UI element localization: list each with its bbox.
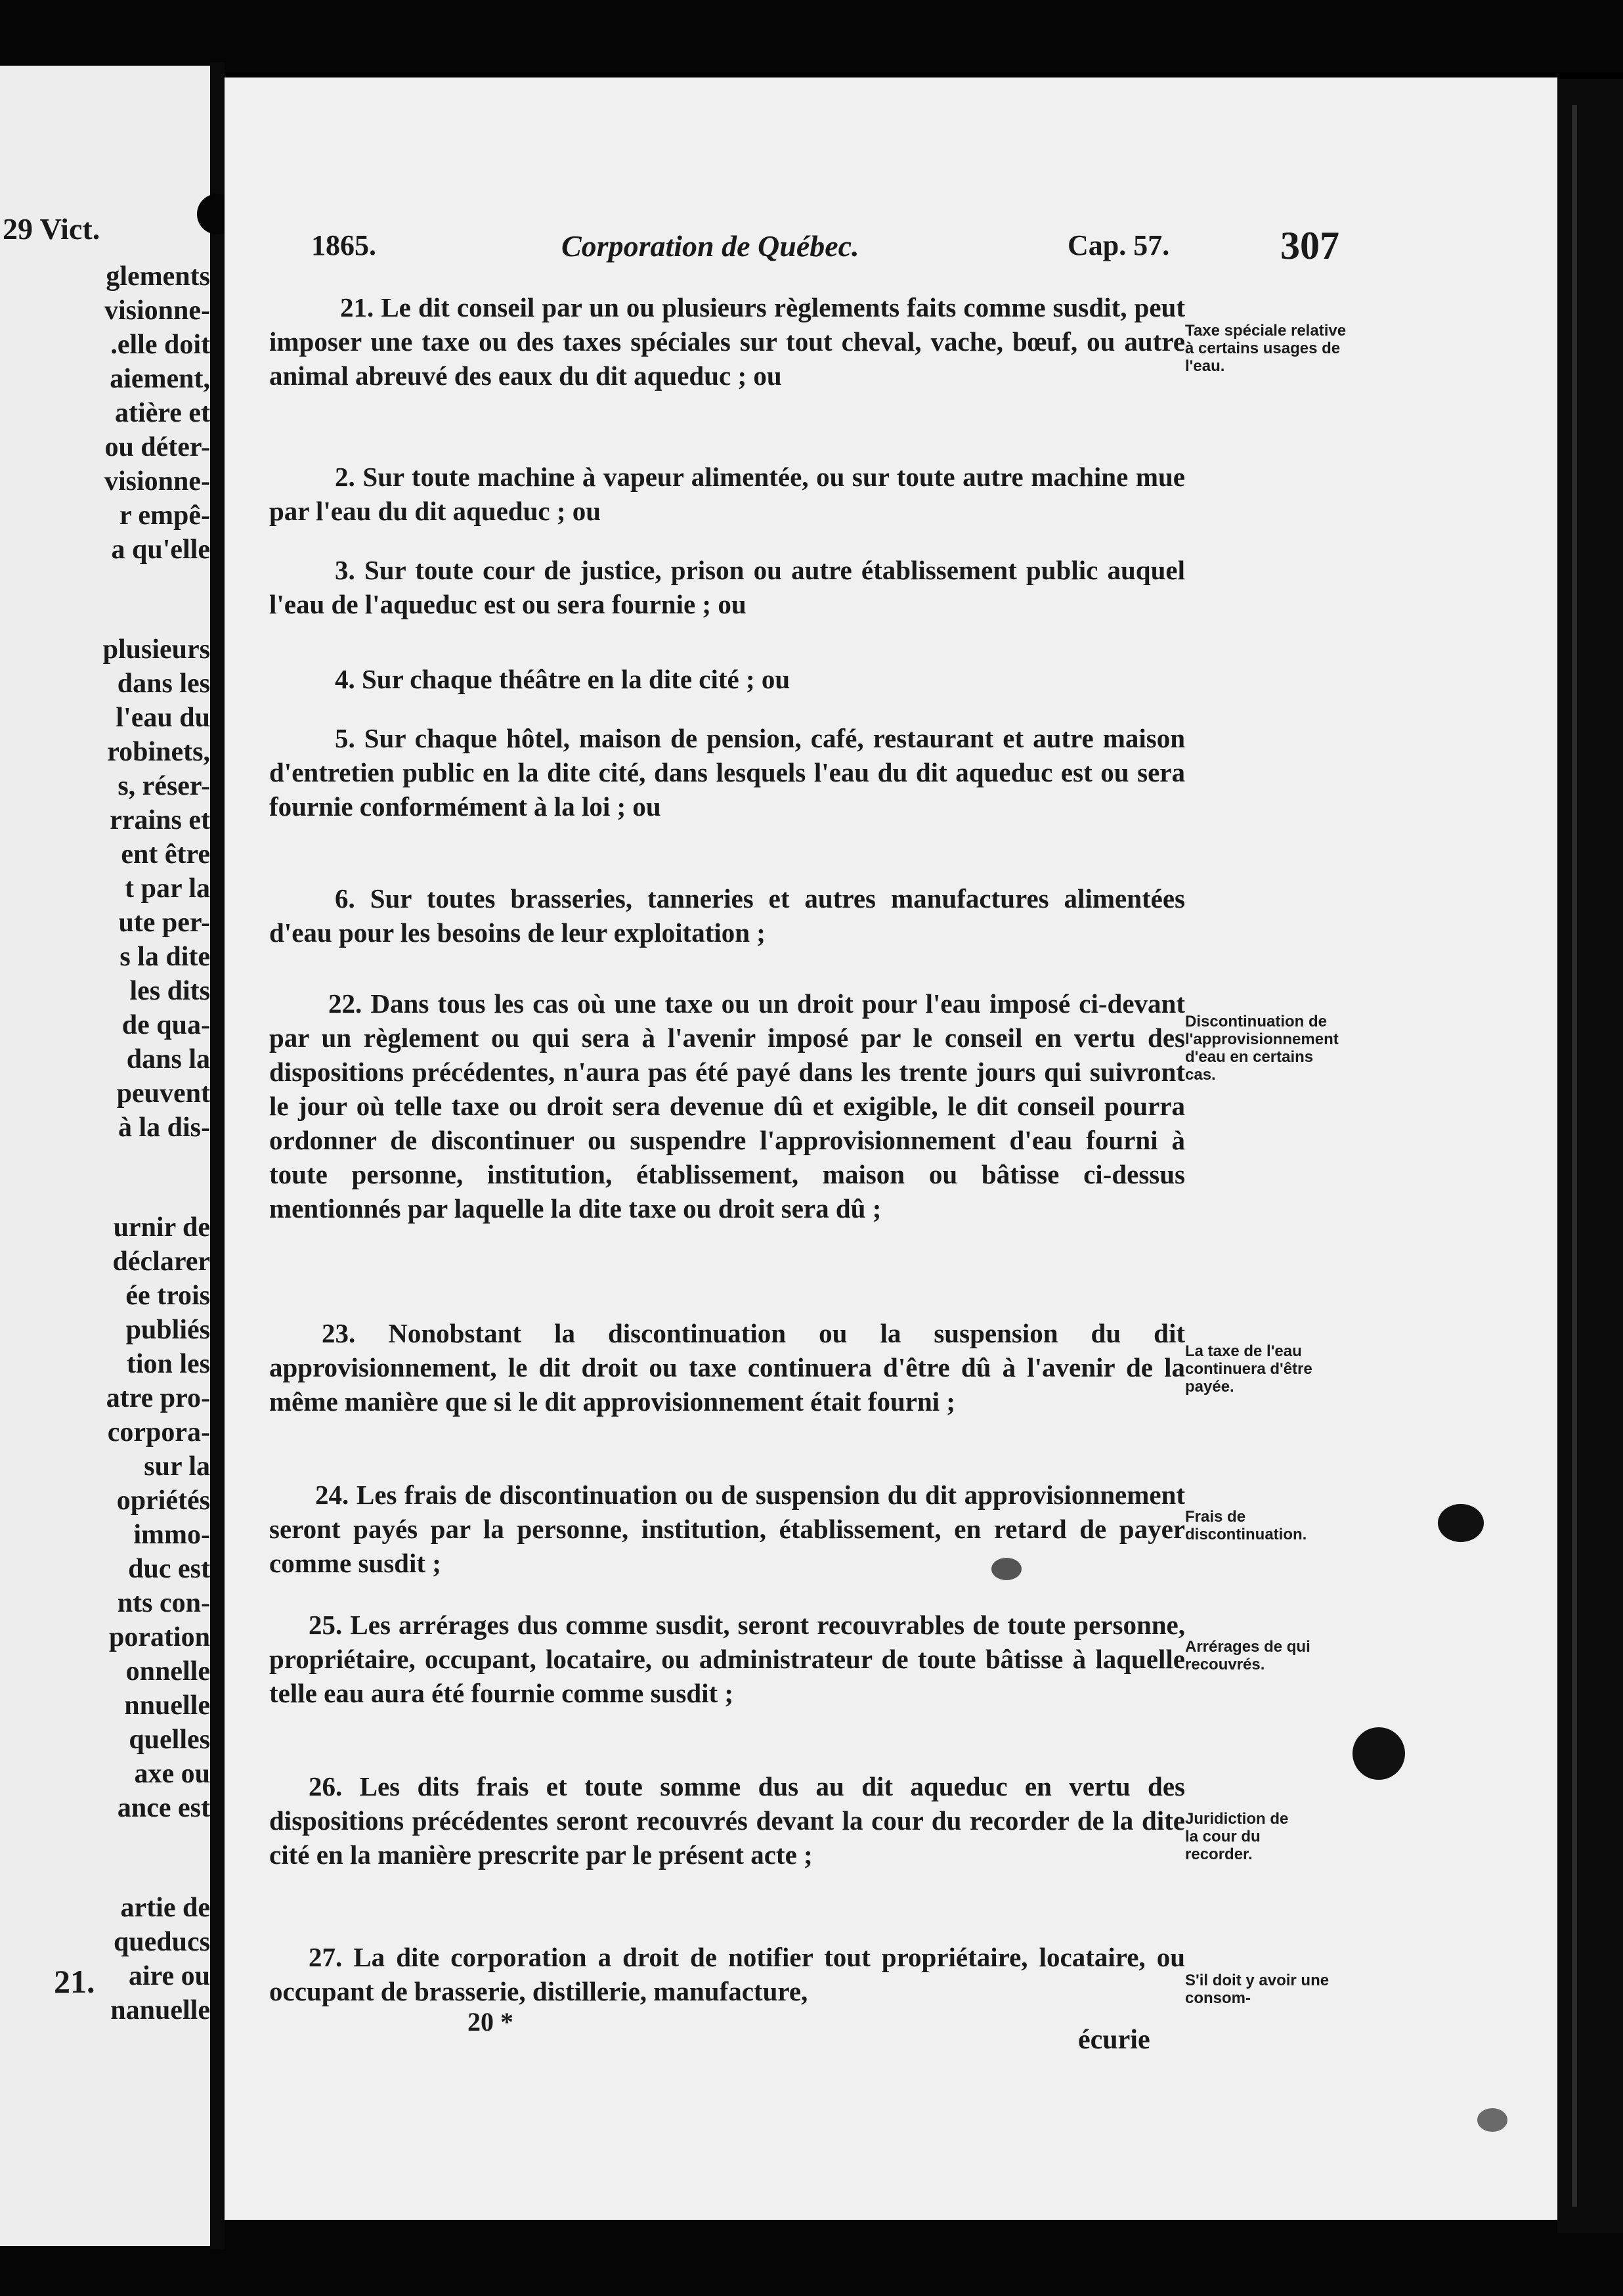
paragraph-number: 2.	[335, 462, 355, 492]
left-page-line: plusieurs	[102, 634, 210, 665]
left-page-line: atre pro-	[106, 1383, 210, 1413]
sidenote-arrerages: Arrérages de qui recouvrés.	[1185, 1638, 1310, 1673]
paragraph-22	[269, 986, 1185, 1225]
paragraph-number: 5.	[335, 723, 355, 753]
ink-blot	[1352, 1727, 1405, 1780]
left-page-line: poration	[108, 1622, 210, 1652]
left-page-line: immo-	[133, 1520, 210, 1550]
paragraph-2	[269, 460, 1185, 528]
left-page-line: visionne-	[104, 466, 210, 497]
paragraph-26	[269, 1769, 1185, 1872]
paragraph-27	[269, 1940, 1185, 2008]
paragraph-text: Le dit conseil par un ou plusieurs règlements faits comme susdit, peut imposer une taxe ou des taxes spéciales sur tout cheval, vache, bœuf, ou autre animal abreuvé des eaux du dit aqueduc ; ou	[269, 292, 1186, 391]
left-page-line: visionne-	[104, 296, 210, 326]
left-page-line: .elle doit	[110, 330, 210, 360]
left-page-line: l'eau du	[116, 703, 210, 733]
left-page-line: ée trois	[125, 1281, 210, 1311]
paragraph-text: Sur chaque théâtre en la dite cité ; ou	[362, 664, 790, 694]
paragraph-number: 26.	[309, 1771, 343, 1801]
left-page-line: corpora-	[107, 1417, 210, 1447]
paragraph-text: Les frais de discontinuation ou de suspension du dit approvisionnement seront payés par la personne, institution, établissement, en retard de payer comme susdit ;	[269, 1480, 1186, 1578]
paragraph-23	[269, 1316, 1185, 1419]
signature-mark: 20 *	[467, 2007, 513, 2037]
paragraph-4	[269, 662, 1185, 696]
left-page-line: de qua-	[121, 1010, 210, 1040]
paragraph-25	[269, 1608, 1185, 1710]
sidenote-frais: Frais de discontinuation.	[1185, 1508, 1307, 1543]
left-page-line: nnuelle	[124, 1690, 210, 1721]
left-page-line: les dits	[129, 976, 210, 1006]
left-page-line: aire ou	[128, 1961, 210, 1991]
left-page-line: à la dis-	[118, 1113, 210, 1143]
paragraph-text: Nonobstant la discontinuation ou la suspension du dit approvisionnement, le dit droit ou taxe continuera d'être dû à l'avenir de la même manière que si le dit approvisionnement était fourni ;	[269, 1318, 1185, 1417]
paragraph-number: 21.	[340, 292, 374, 322]
left-page-line: a qu'elle	[111, 535, 210, 565]
paragraph-text: Sur toute cour de justice, prison ou autre établissement public auquel l'eau de l'aqueduc est ou sera fournie ; ou	[269, 555, 1185, 619]
left-page-line: robinets,	[107, 737, 210, 767]
left-page-header: 29 Vict.	[3, 212, 100, 246]
ink-blot	[1477, 2108, 1507, 2132]
ink-blot	[1438, 1504, 1484, 1542]
left-page-line: duc est	[128, 1554, 210, 1584]
page-edge	[1557, 79, 1623, 2233]
paragraph-5	[269, 721, 1185, 824]
sidenote-consommation: S'il doit y avoir une consom-	[1185, 1972, 1330, 2007]
left-page-line: opriétés	[116, 1486, 210, 1516]
left-page-line: tion les	[126, 1349, 210, 1379]
left-page-line: ance est	[117, 1793, 210, 1823]
left-page-line: publiés	[125, 1315, 210, 1345]
paragraph-6	[269, 881, 1185, 950]
left-page-line: rrains et	[110, 805, 210, 835]
left-page-line: r empê-	[119, 500, 210, 531]
left-page-line: onnelle	[125, 1656, 210, 1687]
paragraph-text: Les arrérages dus comme susdit, seront recouvrables de toute personne, propriétaire, occupant, locataire, ou administrateur de toute bâtisse à laquelle telle eau aura été fournie comme susdit ;	[269, 1610, 1186, 1708]
paragraph-number: 3.	[335, 555, 355, 585]
paragraph-21	[269, 290, 1185, 393]
page-number: 307	[1280, 224, 1339, 267]
left-page-footer: 21.	[54, 1963, 95, 2000]
left-page-line: quelles	[129, 1725, 210, 1755]
paragraph-text: La dite corporation a droit de notifier tout propriétaire, locataire, ou occupant de brasserie, distillerie, manufacture,	[269, 1942, 1185, 2006]
ink-blot	[991, 1558, 1022, 1580]
paragraph-text: Sur toutes brasseries, tanneries et autres manufactures alimentées d'eau pour les besoins de leur exploitation ;	[269, 883, 1186, 948]
sidenote-discontinuation: Discontinuation de l'approvisionnement d'eau en certains cas.	[1185, 1013, 1339, 1084]
left-page-line: ent être	[121, 839, 210, 870]
binding-gutter	[210, 62, 225, 2249]
catchword: écurie	[1078, 2025, 1150, 2055]
sidenote-juridiction: Juridiction de la cour du recorder.	[1185, 1810, 1289, 1863]
paragraph-number: 27.	[309, 1942, 343, 1972]
left-page-line: ute per-	[118, 908, 210, 938]
left-page-line: artie de	[120, 1893, 210, 1923]
left-page-line: dans la	[126, 1044, 210, 1074]
header-title: Corporation de Québec.	[561, 229, 859, 263]
scan-border-top	[0, 0, 1623, 72]
left-page-line: t par la	[125, 873, 210, 904]
paragraph-text: Sur chaque hôtel, maison de pension, café, restaurant et autre maison d'entretien public en la dite cité, dans lesquels l'eau du dit aqueduc est ou sera fournie conformément à la loi ; ou	[269, 723, 1185, 822]
paragraph-number: 25.	[309, 1610, 343, 1640]
left-page-line: peuvent	[116, 1078, 210, 1109]
left-page-line: s, réser-	[118, 771, 210, 801]
header-chapter: Cap. 57.	[1068, 229, 1170, 261]
left-page-line: atière et	[115, 398, 210, 428]
left-page-line: ou déter-	[104, 432, 210, 462]
left-page-line: dans les	[117, 669, 210, 699]
left-page-line: déclarer	[112, 1247, 210, 1277]
paragraph-text: Sur toute machine à vapeur alimentée, ou sur toute autre machine mue par l'eau du dit aqueduc ; ou	[269, 462, 1185, 526]
left-page-line: glements	[106, 261, 210, 292]
left-page-line: urnir de	[113, 1212, 210, 1243]
header-year: 1865.	[311, 229, 376, 261]
paragraph-number: 4.	[335, 664, 355, 694]
paragraph-3	[269, 553, 1185, 621]
paragraph-number: 22.	[328, 988, 362, 1019]
left-page-line: sur la	[144, 1451, 210, 1482]
sidenote-taxe-speciale: Taxe spéciale relative à certains usages de l'eau.	[1185, 322, 1347, 375]
left-page-line: aiement,	[110, 364, 210, 394]
paragraph-number: 24.	[315, 1480, 349, 1510]
left-page-line: s la dite	[119, 942, 210, 972]
paragraph-24	[269, 1478, 1185, 1580]
paragraph-text: Les dits frais et toute somme dus au dit aqueduc en vertu des dispositions précédentes seront recouvrés devant la cour du recorder de la dite cité en la manière prescrite par le présent acte ;	[269, 1771, 1185, 1870]
scan-border-bottom	[0, 2220, 1623, 2296]
left-page-line: nanuelle	[110, 1995, 210, 2025]
paragraph-number: 6.	[335, 883, 355, 914]
paragraph-text: Dans tous les cas où une taxe ou un droit pour l'eau imposé ci-devant par un règlement ou qui sera à l'avenir imposé par le conseil en vertu des dispositions précédentes, n'aura pas été payé dans les trente jours qui suivront le jour où telle taxe ou droit sera devenue dû et exigible, le dit conseil pourra ordonner de discontinuer ou suspendre l'approvisionnement d'eau fourni à toute personne, institution, établissement, maison ou bâtisse ci-dessus mentionnés par laquelle la dite taxe ou droit sera dû ;	[269, 988, 1186, 1224]
sidenote-taxe-continuera: La taxe de l'eau continuera d'être payée.	[1185, 1342, 1312, 1396]
left-page-line: queducs	[113, 1927, 210, 1957]
left-page-line: nts con-	[117, 1588, 210, 1618]
left-page-line: axe ou	[134, 1759, 210, 1789]
paragraph-number: 23.	[322, 1318, 356, 1348]
